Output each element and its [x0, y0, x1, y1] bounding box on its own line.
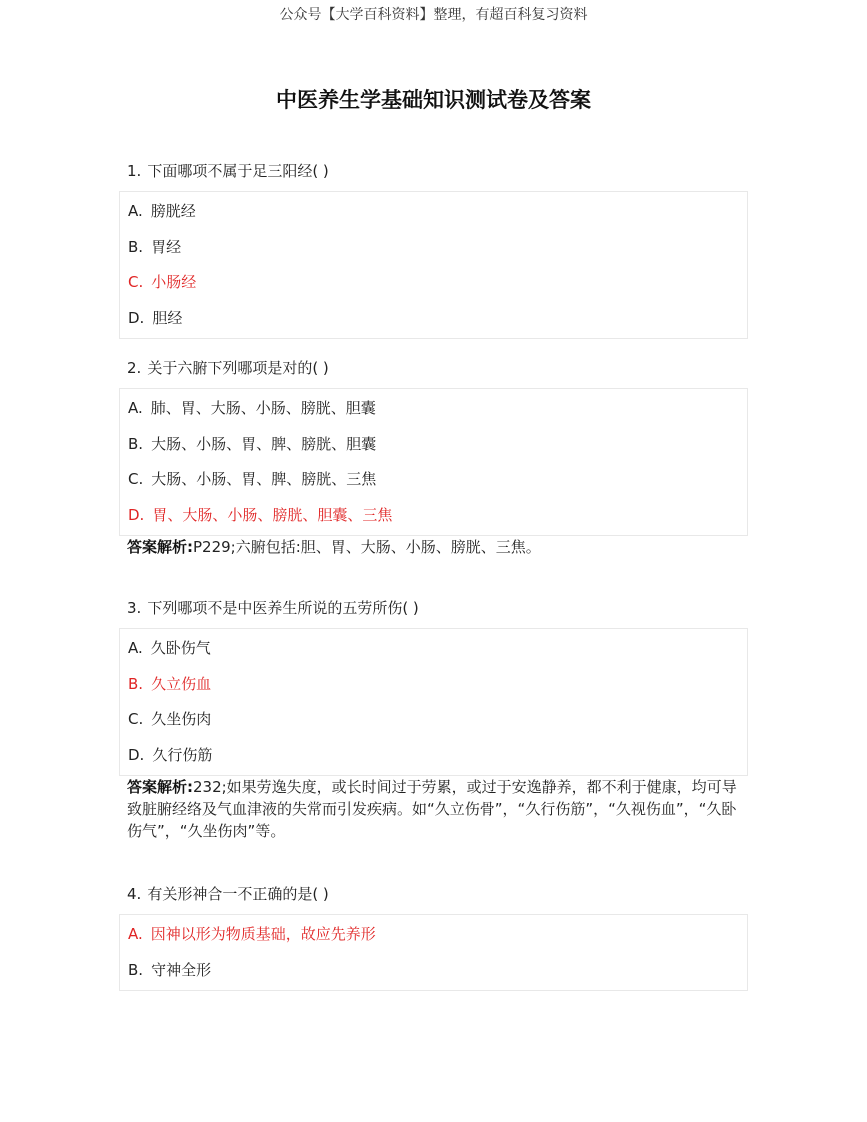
question-1: [119, 160, 748, 339]
option-text: 膀胱经: [150, 202, 196, 220]
question-number: 2.: [127, 359, 142, 377]
option-text: 胃、大肠、小肠、膀胱、胆囊、三焦: [152, 505, 393, 524]
question-4: [119, 883, 748, 991]
option-letter: A.: [128, 639, 143, 657]
option-letter: A.: [128, 925, 143, 943]
option-text: 大肠、小肠、胃、脾、膀胱、三焦: [151, 470, 377, 488]
options-box: [119, 628, 748, 776]
option-b-correct[interactable]: [120, 669, 747, 705]
option-letter: D.: [128, 505, 145, 524]
option-text: 因神以形为物质基础，故应先养形: [150, 925, 376, 943]
question-number: 1.: [127, 162, 142, 180]
analysis-label: 答案解析:: [127, 538, 193, 556]
analysis-text: 232;如果劳逸失度，或长时间过于劳累，或过于安逸静养，都不利于健康，均可导致脏腑经络及气血津液的失常而引发疾病。如“久立伤骨”，“久行伤筋”，“久视伤血”，“久卧伤气”，“久坐伤肉”等。: [127, 778, 737, 840]
option-text: 肺、胃、大肠、小肠、膀胱、胆囊: [150, 399, 376, 417]
analysis-label: 答案解析:: [127, 778, 193, 796]
option-a[interactable]: [120, 196, 747, 232]
question-stem: 关于六腑下列哪项是对的( ): [147, 359, 329, 377]
question-number: 3.: [127, 599, 142, 617]
option-d[interactable]: [120, 740, 747, 776]
option-letter: D.: [128, 308, 145, 327]
options-box: [119, 388, 748, 536]
option-letter: B.: [128, 434, 144, 453]
option-text: 久行伤筋: [152, 745, 213, 764]
option-text: 久立伤血: [151, 674, 212, 693]
option-d[interactable]: [120, 303, 747, 339]
option-text: 久坐伤肉: [151, 710, 212, 728]
option-c[interactable]: [120, 704, 747, 740]
question-stem: 下面哪项不属于足三阳经( ): [147, 162, 329, 180]
option-text: 小肠经: [151, 273, 197, 291]
question-stem: 有关形神合一不正确的是( ): [147, 885, 329, 903]
option-letter: D.: [128, 745, 145, 764]
option-letter: A.: [128, 399, 143, 417]
question-text: [119, 597, 748, 619]
option-letter: B.: [128, 237, 144, 256]
answer-analysis: [119, 776, 748, 842]
answer-analysis: [119, 536, 748, 558]
question-2: [119, 357, 748, 558]
option-letter: A.: [128, 202, 143, 220]
question-number: 4.: [127, 885, 142, 903]
options-box: [119, 914, 748, 991]
option-letter: C.: [128, 470, 144, 488]
options-box: [119, 191, 748, 339]
header-note: 公众号【大学百科资料】整理，有超百科复习资料: [279, 7, 588, 23]
option-letter: C.: [128, 273, 144, 291]
question-3: [119, 597, 748, 842]
option-d-correct[interactable]: [120, 500, 747, 536]
option-b[interactable]: [120, 955, 747, 991]
option-text: 胆经: [152, 308, 183, 327]
option-text: 久卧伤气: [150, 639, 211, 657]
option-c[interactable]: [120, 464, 747, 500]
option-a-correct[interactable]: [120, 919, 747, 955]
option-a[interactable]: [120, 633, 747, 669]
option-text: 胃经: [151, 237, 182, 256]
option-text: 守神全形: [151, 960, 212, 979]
analysis-text: P229;六腑包括:胆、胃、大肠、小肠、膀胱、三焦。: [193, 538, 541, 556]
option-b[interactable]: [120, 232, 747, 268]
option-letter: B.: [128, 674, 144, 693]
document-title: 中医养生学基础知识测试卷及答案: [276, 88, 591, 112]
question-stem: 下列哪项不是中医养生所说的五劳所伤( ): [147, 599, 419, 617]
question-text: [119, 357, 748, 379]
option-a[interactable]: [120, 393, 747, 429]
question-text: [119, 160, 748, 182]
option-b[interactable]: [120, 429, 747, 465]
option-c-correct[interactable]: [120, 267, 747, 303]
option-letter: B.: [128, 960, 144, 979]
question-text: [119, 883, 748, 905]
option-text: 大肠、小肠、胃、脾、膀胱、胆囊: [151, 434, 377, 453]
option-letter: C.: [128, 710, 144, 728]
